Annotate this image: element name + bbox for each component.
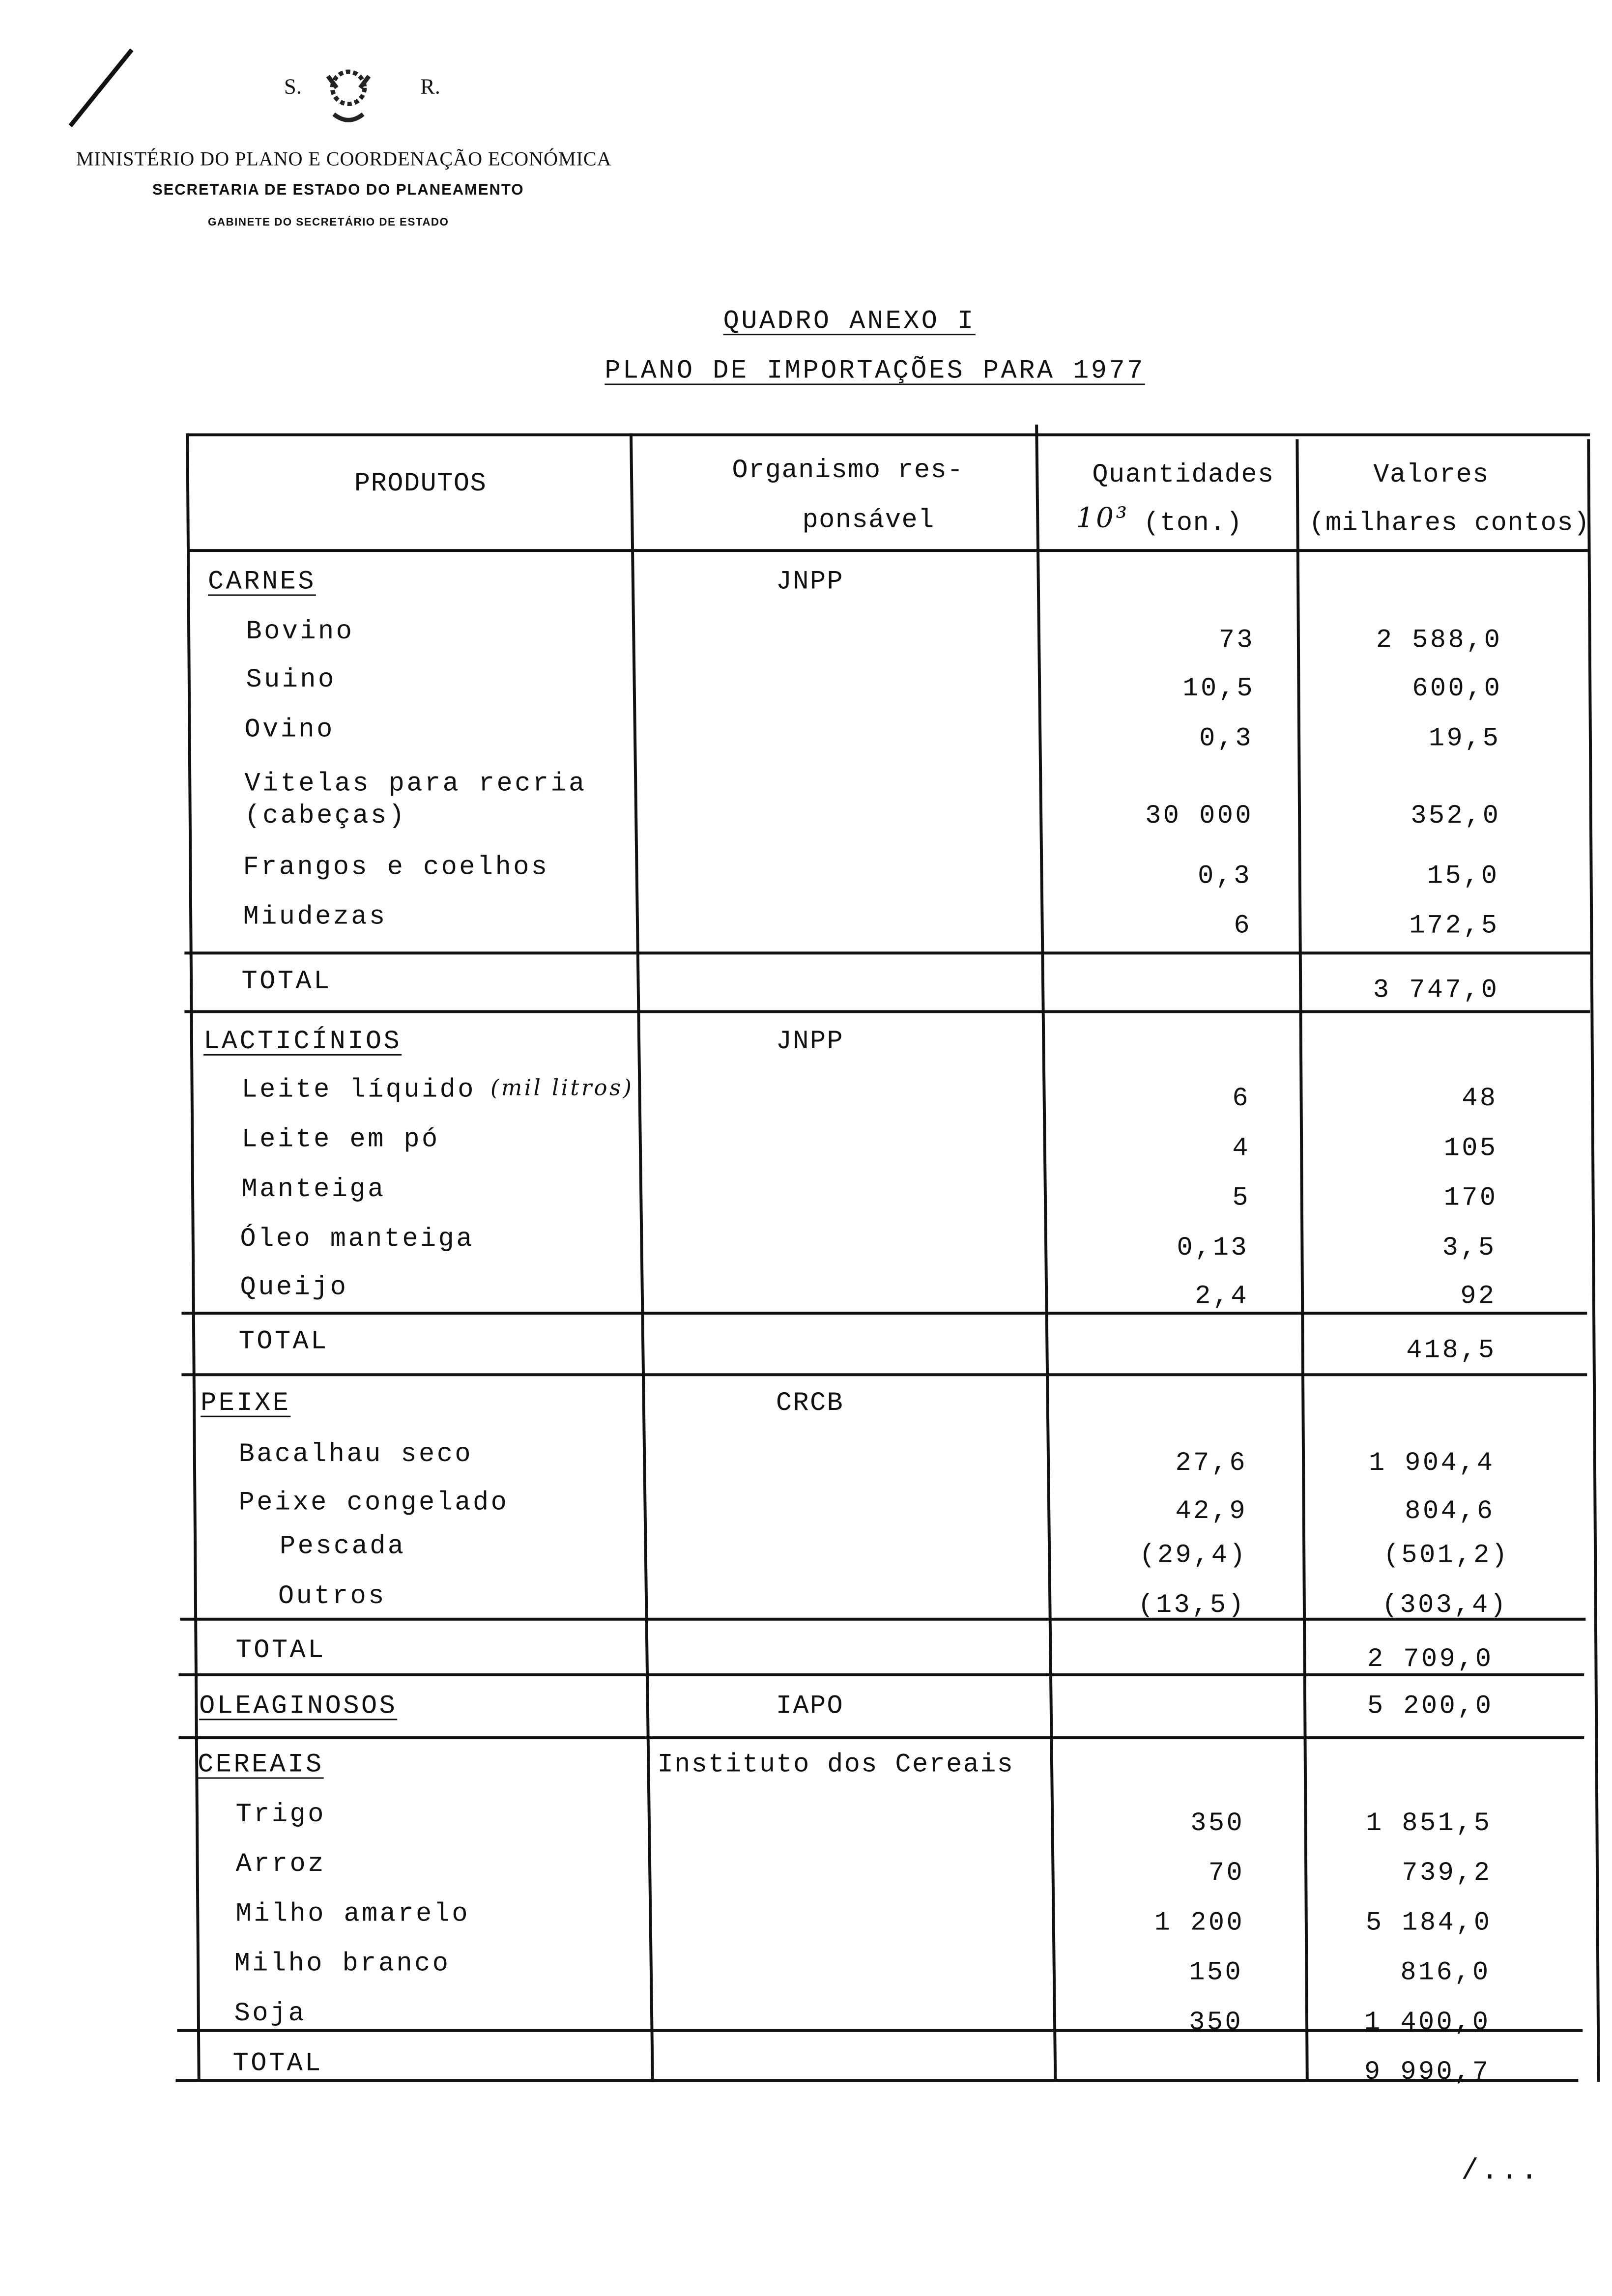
quantity-value: 42,9 <box>1175 1497 1248 1527</box>
value-amount: 2 588,0 <box>1376 627 1502 656</box>
row-divider <box>180 1618 1585 1621</box>
quantity-value: 0,3 <box>1198 862 1252 892</box>
row-divider <box>181 1373 1587 1376</box>
quantity-value: 350 <box>1190 1809 1245 1839</box>
item-product-label: Frangos e coelhos <box>243 853 549 883</box>
item-product-label: Manteiga <box>241 1176 386 1205</box>
item-product-label: Arroz <box>235 1850 326 1880</box>
item-product-label: Bacalhau seco <box>238 1440 473 1470</box>
continuation-mark: /... <box>1461 2155 1540 2189</box>
column-divider <box>630 433 654 2082</box>
quantity-value: 5 <box>1232 1184 1251 1214</box>
value-amount: 5 184,0 <box>1366 1909 1492 1939</box>
value-amount: 1 904,4 <box>1368 1449 1495 1479</box>
handwritten-unit-note: (mil litros) <box>490 1074 634 1101</box>
organism-label: JNPP <box>776 568 844 598</box>
value-amount: 1 851,5 <box>1366 1809 1492 1839</box>
table-border-top <box>187 433 1590 436</box>
row-divider <box>178 1736 1584 1739</box>
item-product-label: Soja <box>234 2000 307 2029</box>
table-border-left <box>186 433 200 2082</box>
value-amount: 3 747,0 <box>1373 976 1499 1006</box>
total-product-label: TOTAL <box>241 968 332 997</box>
subitem-product-label: Outros <box>278 1582 386 1612</box>
value-amount: 105 <box>1443 1134 1498 1164</box>
item-product-label: Ovino <box>244 716 335 746</box>
item-product-label: Vitelas para recria <box>244 770 587 800</box>
pen-stroke-mark <box>58 44 146 132</box>
row-divider <box>184 951 1590 954</box>
header-valores-line2: (milhares contos) <box>1309 509 1590 539</box>
value-amount: (501,2) <box>1383 1541 1510 1571</box>
value-amount: 600,0 <box>1412 675 1502 704</box>
page-title: QUADRO ANEXO I <box>723 307 976 337</box>
section-product-label: PEIXE <box>201 1389 291 1419</box>
ministry-name: MINISTÉRIO DO PLANO E COORDENAÇÃO ECONÓMICA <box>76 147 612 170</box>
header-divider <box>187 549 1590 552</box>
quantity-value: (13,5) <box>1138 1591 1246 1621</box>
section-product-label: CEREAIS <box>198 1751 324 1780</box>
row-divider <box>184 1010 1590 1013</box>
quantity-value: 1 200 <box>1154 1909 1245 1939</box>
value-amount: 172,5 <box>1409 912 1499 942</box>
value-amount: 1 400,0 <box>1364 2009 1491 2038</box>
header-quantidades-handwritten-prefix: 10³ <box>1076 502 1129 535</box>
value-amount: 92 <box>1460 1282 1497 1312</box>
table-border-right <box>1587 439 1600 2082</box>
quantity-value: 70 <box>1208 1859 1245 1889</box>
value-amount: 816,0 <box>1400 1958 1491 1988</box>
quantity-value: 6 <box>1234 912 1252 942</box>
column-divider <box>1035 425 1057 2082</box>
value-amount: 48 <box>1462 1085 1498 1115</box>
section-product-label: LACTICÍNIOS <box>203 1028 402 1057</box>
page-subtitle: PLANO DE IMPORTAÇÕES PARA 1977 <box>604 357 1145 387</box>
quantity-value: 0,13 <box>1177 1234 1249 1263</box>
quantity-value: 150 <box>1189 1958 1243 1988</box>
letterhead-initial-s: S. <box>284 76 302 100</box>
section-product-label: CARNES <box>208 568 316 598</box>
value-amount: 15,0 <box>1427 862 1499 892</box>
total-product-label: TOTAL <box>235 1636 326 1666</box>
header-quantidades-line2: (ton.) <box>1143 509 1243 539</box>
item-product-label: Queijo <box>240 1273 348 1303</box>
letterhead-initial-r: R. <box>420 76 440 100</box>
value-amount: 2 709,0 <box>1367 1645 1494 1675</box>
header-valores-line1: Valores <box>1373 461 1490 490</box>
item-product-label: Peixe congelado <box>238 1489 509 1519</box>
value-amount: (303,4) <box>1382 1591 1508 1621</box>
item-product-label: Bovino <box>246 618 354 647</box>
item-product-label: Miudezas <box>243 903 387 933</box>
item-product-label: Milho branco <box>234 1950 451 1980</box>
value-amount: 418,5 <box>1406 1336 1497 1366</box>
value-amount: 804,6 <box>1405 1497 1495 1527</box>
quantity-value: 27,6 <box>1175 1449 1248 1479</box>
total-product-label: TOTAL <box>238 1327 329 1357</box>
column-divider <box>1295 439 1308 2082</box>
item-product-label: Milho amarelo <box>235 1900 470 1930</box>
quantity-value: 10,5 <box>1182 675 1255 704</box>
header-organismo-line1: Organismo res- <box>732 457 964 487</box>
header-produtos: PRODUTOS <box>354 470 487 499</box>
quantity-value: 4 <box>1232 1134 1251 1164</box>
quantity-value: 30 000 <box>1145 802 1254 832</box>
item-product-label-cont: (cabeças) <box>244 802 407 832</box>
subitem-product-label: Pescada <box>279 1533 406 1562</box>
value-amount: 739,2 <box>1402 1859 1492 1889</box>
row-divider <box>181 1312 1587 1315</box>
coat-of-arms-icon <box>319 61 377 123</box>
cabinet-name: GABINETE DO SECRETÁRIO DE ESTADO <box>208 215 449 229</box>
value-amount: 5 200,0 <box>1367 1692 1494 1722</box>
header-organismo-line2: ponsável <box>802 506 935 536</box>
item-product-label: Suino <box>246 666 336 696</box>
item-product-label: Trigo <box>235 1801 326 1830</box>
quantity-value: (29,4) <box>1139 1541 1248 1571</box>
item-product-label: Leite em pó <box>241 1125 440 1155</box>
header-quantidades-line1: Quantidades <box>1092 461 1274 490</box>
value-amount: 9 990,7 <box>1364 2058 1491 2088</box>
organism-label: JNPP <box>776 1028 844 1057</box>
quantity-value: 2,4 <box>1195 1282 1249 1312</box>
item-product-label: Leite líquido <box>241 1076 476 1106</box>
quantity-value: 350 <box>1189 2009 1243 2038</box>
quantity-value: 73 <box>1218 627 1255 656</box>
section-product-label: OLEAGINOSOS <box>199 1692 398 1722</box>
secretariat-name: SECRETARIA DE ESTADO DO PLANEAMENTO <box>152 181 524 200</box>
value-amount: 19,5 <box>1428 724 1501 754</box>
value-amount: 170 <box>1443 1184 1498 1214</box>
total-product-label: TOTAL <box>232 2049 323 2079</box>
quantity-value: 6 <box>1232 1085 1251 1115</box>
value-amount: 3,5 <box>1442 1234 1497 1263</box>
item-product-label: Óleo manteiga <box>240 1225 475 1255</box>
organism-label: Instituto dos Cereais <box>657 1751 1014 1780</box>
organism-label: CRCB <box>776 1389 844 1419</box>
organism-label: IAPO <box>776 1692 844 1722</box>
quantity-value: 0,3 <box>1199 724 1254 754</box>
value-amount: 352,0 <box>1410 802 1501 832</box>
